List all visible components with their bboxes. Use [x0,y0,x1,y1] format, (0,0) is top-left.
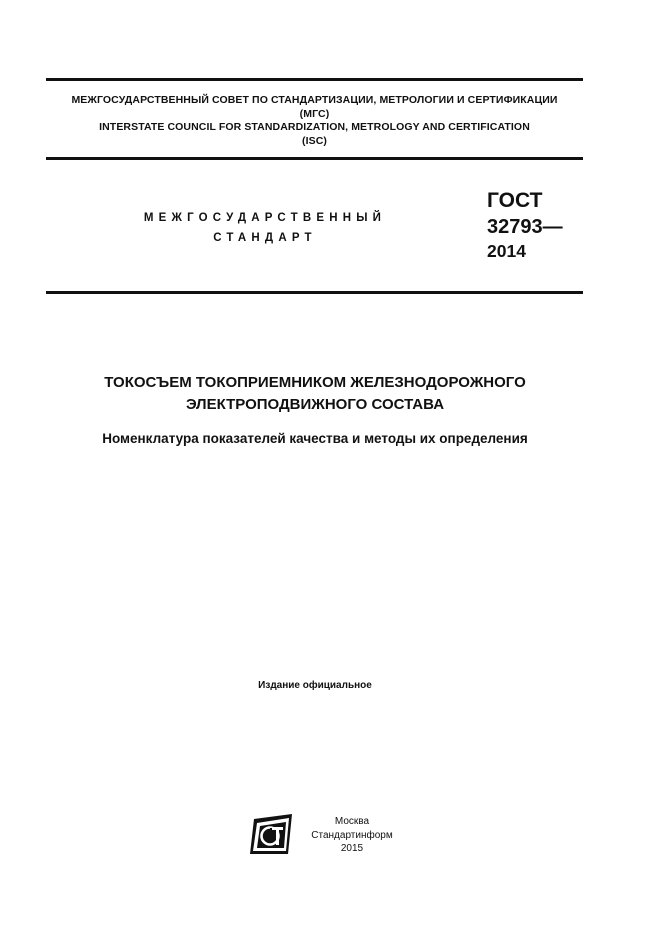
publisher-info [294,815,410,856]
publisher-year: 2015 [340,843,364,854]
council-name-en: INTERSTATE COUNCIL FOR STANDARDIZATION, METROLOGY AND CERTIFICATION [99,121,530,133]
document-title [30,372,600,416]
council-name-ru: МЕЖГОСУДАРСТВЕННЫЙ СОВЕТ ПО СТАНДАРТИЗАЦИИ, МЕТРОЛОГИИ И СЕРТИФИКАЦИИ [71,94,558,106]
gost-year: 2014 [487,241,526,261]
standard-type-line2: СТАНДАРТ [213,232,317,244]
bottom-rule [46,291,583,294]
middle-rule [46,157,583,160]
gost-label: ГОСТ [487,189,543,212]
gost-number: 32793— [487,216,563,238]
document-title-line1: ТОКОСЪЕМ ТОКОПРИЕМНИКОМ ЖЕЛЕЗНОДОРОЖНОГО [104,374,526,391]
document-subtitle: Номенклатура показателей качества и методы их определения [102,431,528,446]
council-header [46,94,583,148]
publisher-city: Москва [334,816,370,827]
edition-label: Издание официальное [258,680,372,691]
standard-type-line1: МЕЖГОСУДАРСТВЕННЫЙ [143,212,387,224]
document-title-line2: ЭЛЕКТРОПОДВИЖНОГО СОСТАВА [185,396,445,413]
publisher-name: Стандартинформ [311,829,393,841]
council-abbr-ru: (МГС) [299,107,330,120]
standard-type [120,208,410,248]
top-rule [46,78,583,81]
council-abbr-en: (ISC) [302,134,327,147]
gost-designation [487,188,563,262]
standartinform-logo-icon [248,813,294,855]
